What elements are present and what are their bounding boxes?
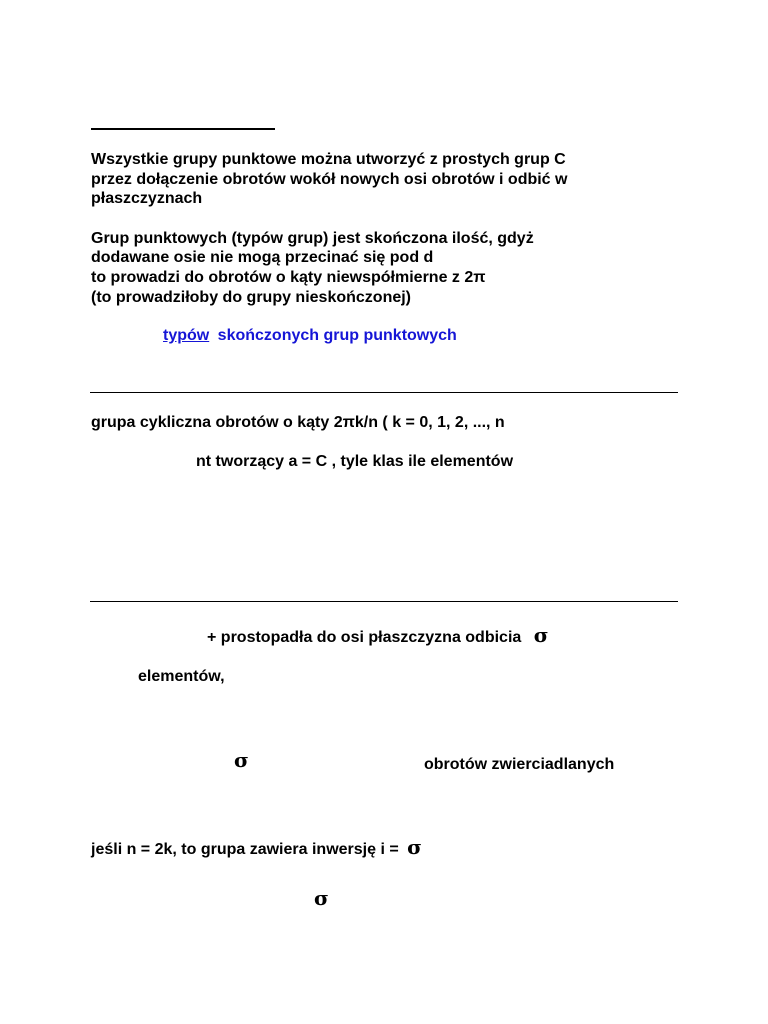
sigma-symbol-3: σ [407, 835, 422, 859]
mirror-rotations-text: obrotów zwierciadlanych [424, 756, 615, 773]
types-link[interactable]: typów [163, 327, 210, 344]
plane-line [207, 623, 549, 647]
intro-line-2: przez dołączenie obrotów wokół nowych osi obrotów i odbić w [91, 171, 568, 188]
sigma-symbol-4: σ [314, 886, 329, 910]
section-divider-1 [90, 392, 678, 393]
sigma-symbol-2: σ [234, 748, 249, 772]
plane-text: + prostopadła do osi płaszczyzna odbicia [207, 629, 522, 646]
intro-line-1: Wszystkie grupy punktowe można utworzyć z prostych grup C [91, 151, 566, 168]
finite-line-4: (to prowadziłoby do grupy nieskończonej) [91, 289, 412, 306]
cyclic-line-1: grupa cykliczna obrotów o kąty 2πk/n ( k = 0, 1, 2, ..., n [91, 414, 505, 431]
types-link-line [163, 326, 457, 345]
sigma-symbol: σ [533, 623, 549, 647]
elements-text: elementów, [138, 668, 225, 685]
section-divider-2 [90, 601, 678, 602]
inversion-line [91, 835, 422, 859]
types-link-rest: skończonych grup punktowych [217, 327, 457, 344]
intro-line-3: płaszczyznach [91, 190, 203, 207]
finite-line-3: to prowadzi do obrotów o kąty niewspółmierne z 2π [91, 269, 486, 286]
inversion-text: jeśli n = 2k, to grupa zawiera inwersję i = [91, 841, 399, 858]
cyclic-line-2: nt tworzący a = C , tyle klas ile elementów [196, 453, 514, 470]
finite-line-2: dodawane osie nie mogą przecinać się pod d [91, 249, 434, 266]
top-short-rule [91, 128, 275, 130]
finite-line-1: Grup punktowych (typów grup) jest skończona ilość, gdyż [91, 230, 534, 247]
